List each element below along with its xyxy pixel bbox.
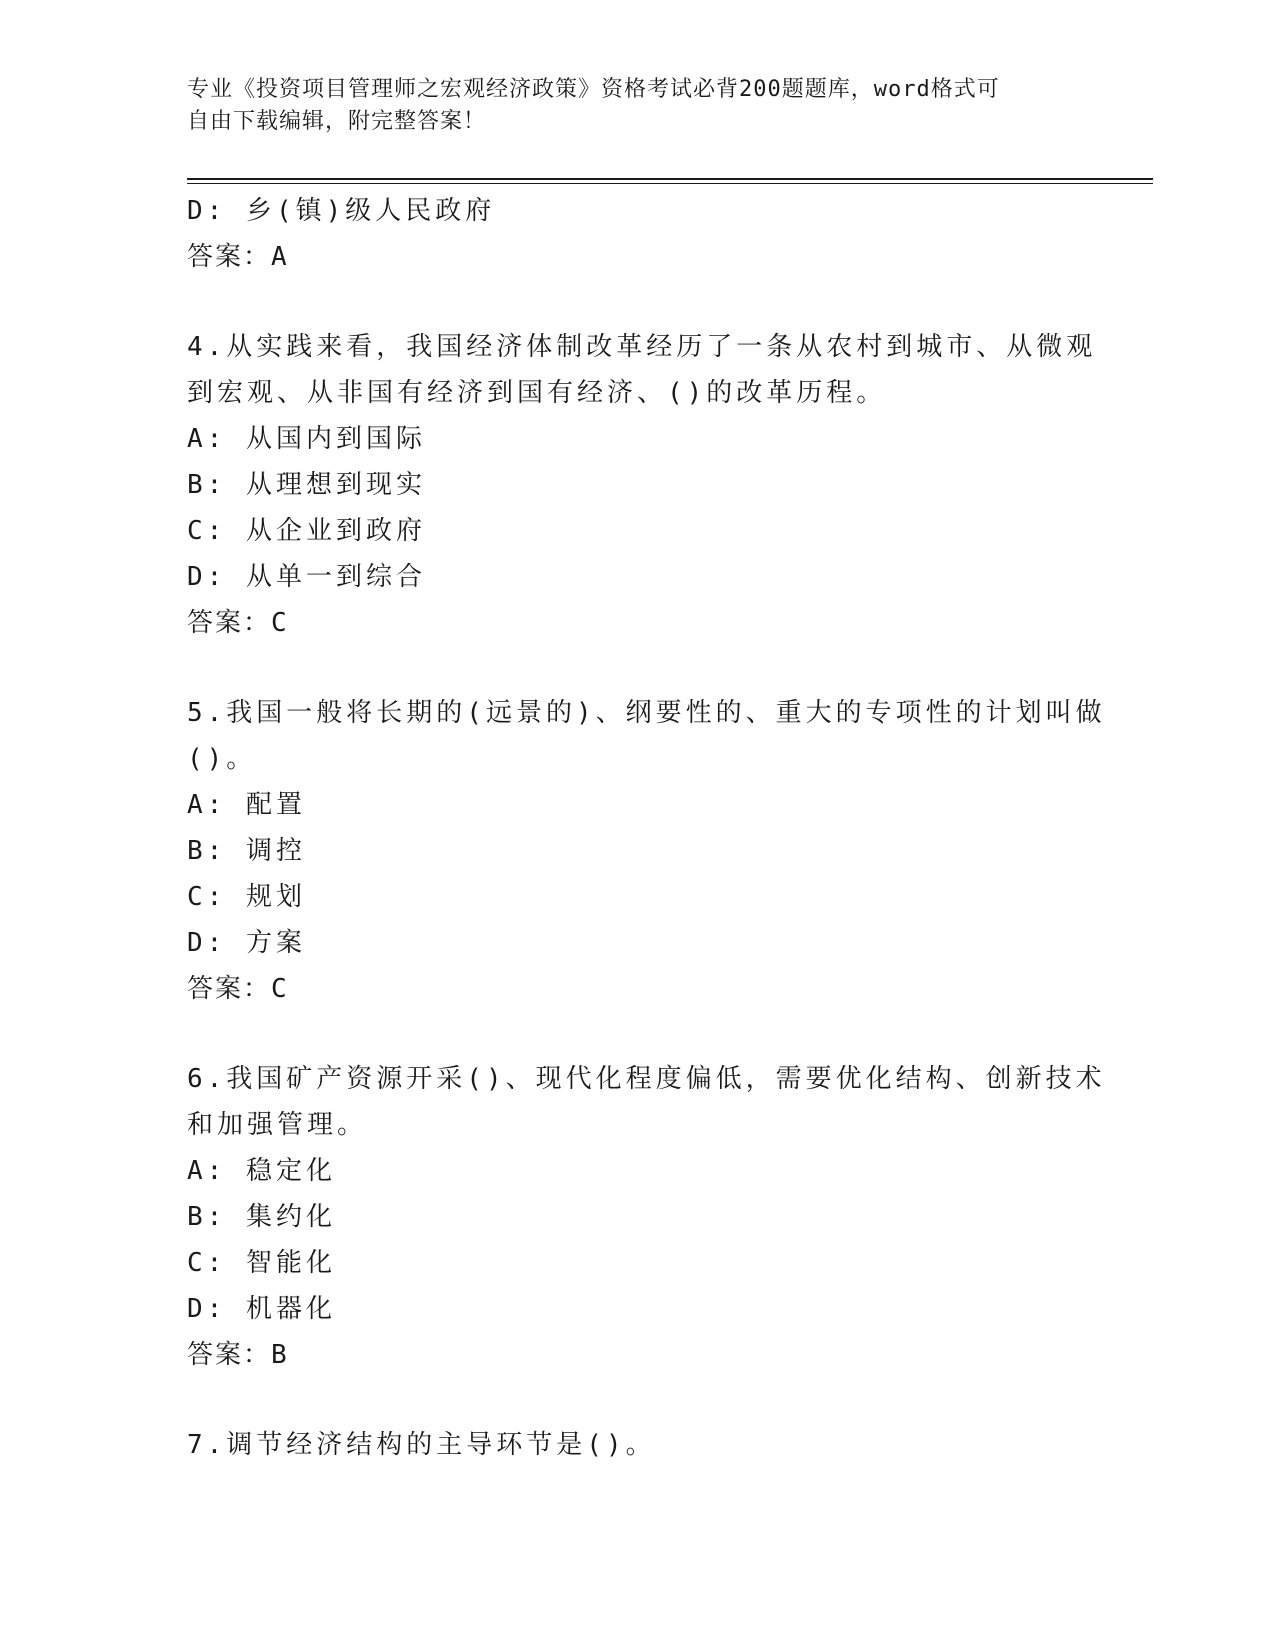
q5-option-b: B: 调控 [187,836,306,866]
q4-option-c: C: 从企业到政府 [187,516,426,546]
q6-answer-value: B [271,1340,291,1370]
spacer [187,646,1067,690]
q6-option-c: C: 智能化 [187,1248,336,1278]
header-line-2: 自由下载编辑，附完整答案！ [187,109,487,134]
q6-stem-line-1: 6.我国矿产资源开采()、现代化程度偏低，需要优化结构、创新技术 [187,1064,1106,1094]
q6-answer [187,1332,1067,1378]
spacer [187,280,1067,324]
q4-answer-value: C [271,608,291,638]
q4-option-a: A: 从国内到国际 [187,424,426,454]
header-divider-thick [187,178,1153,180]
q6-option-a: A: 稳定化 [187,1156,336,1186]
q5-option-c: C: 规划 [187,882,306,912]
q5-stem-line-1: 5.我国一般将长期的(远景的)、纲要性的、重大的专项性的计划叫做 [187,698,1106,728]
q4-option-d: D: 从单一到综合 [187,562,426,592]
document-header [187,74,1067,138]
q3-answer [187,234,1067,280]
q5-answer-label: 答案： [187,974,272,1004]
question-content [187,188,1106,1468]
q6-option-b: B: 集约化 [187,1202,336,1232]
q4-answer [187,600,1067,646]
q4-stem-line-2: 到宏观、从非国有经济到国有经济、()的改革历程。 [187,378,887,408]
spacer [187,1012,1067,1056]
q7-stem-line-1: 7.调节经济结构的主导环节是()。 [187,1430,656,1460]
q5-answer [187,966,1067,1012]
q6-option-d: D: 机器化 [187,1294,336,1324]
header-divider-thin [187,183,1153,184]
q6-stem-line-2: 和加强管理。 [187,1110,368,1140]
q3-answer-value: A [271,242,291,272]
spacer [187,1378,1067,1422]
q4-option-b: B: 从理想到现实 [187,470,426,500]
q5-stem-line-2: ()。 [187,744,257,774]
q3-answer-label: 答案： [187,242,272,272]
q6-answer-label: 答案： [187,1340,272,1370]
q5-answer-value: C [271,974,291,1004]
q5-option-d: D: 方案 [187,928,306,958]
q4-answer-label: 答案： [187,608,272,638]
header-line-1: 专业《投资项目管理师之宏观经济政策》资格考试必背200题题库，word格式可 [187,77,1000,102]
q4-stem-line-1: 4.从实践来看，我国经济体制改革经历了一条从农村到城市、从微观 [187,332,1097,362]
q3-option-d: D: 乡(镇)级人民政府 [187,196,496,226]
q5-option-a: A: 配置 [187,790,306,820]
